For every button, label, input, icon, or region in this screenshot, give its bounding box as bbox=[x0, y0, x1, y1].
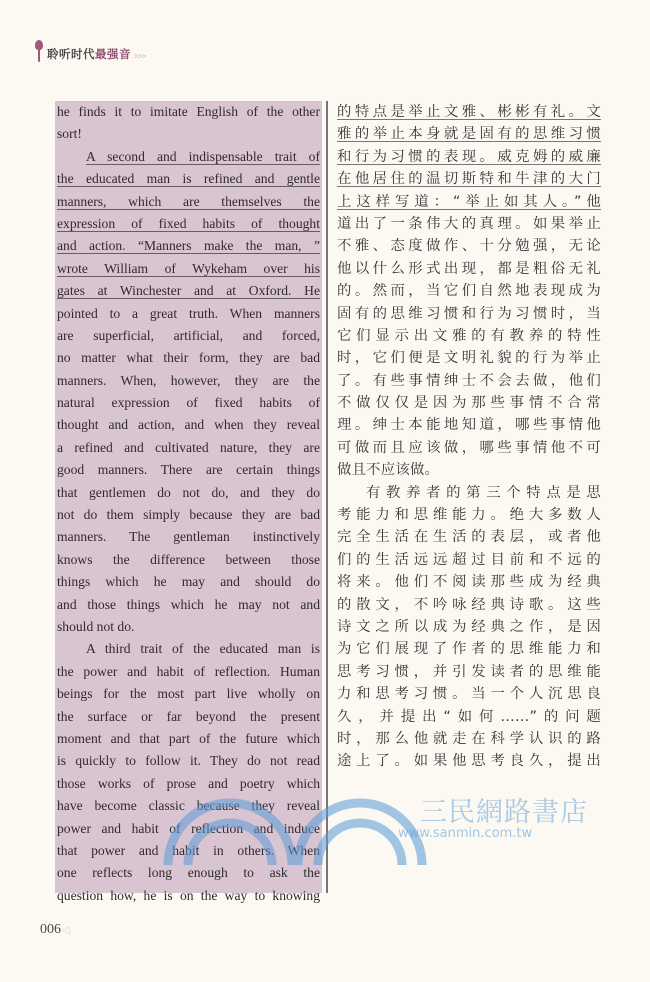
chinese-line: 的特点是举止文雅、彬彬有礼。文 bbox=[337, 104, 601, 120]
english-line: that gentlemen do not do, and they do bbox=[57, 484, 320, 500]
chinese-line: 久，并提出“如何……”的问题 bbox=[337, 708, 601, 725]
chinese-line: 了。有些事情绅士不会去做，他们 bbox=[337, 372, 601, 389]
chinese-line: 在他居住的温切斯特和牛津的大门 bbox=[337, 171, 601, 188]
chinese-line: 理。绅士本能地知道，哪些事情他 bbox=[337, 417, 601, 434]
chinese-line: 思考习惯，并引发读者的思维能 bbox=[337, 663, 601, 680]
chinese-line: 们的生活远远超过目前和不远的 bbox=[337, 551, 601, 568]
english-line: no matter what their form, they are bad bbox=[57, 350, 320, 366]
chinese-line: 他以什么形式出现，都是粗俗无礼 bbox=[337, 260, 601, 277]
chinese-line: 道出了一条伟大的真理。如果举止 bbox=[337, 215, 601, 232]
header-arrows: >>> bbox=[134, 52, 147, 61]
english-line: power and habit of reflection and induce bbox=[57, 820, 320, 836]
english-text-column bbox=[55, 101, 322, 903]
chinese-text-column bbox=[337, 101, 601, 773]
chinese-line: 雅的举止本身就是固有的思维习惯 bbox=[337, 126, 601, 143]
english-line: not do them simply because they are bad bbox=[57, 507, 320, 523]
chinese-line: 考能力和思维能力。绝大多数人 bbox=[337, 507, 601, 524]
english-line: expression of fixed habits of thought bbox=[57, 215, 320, 231]
chinese-line: 时，那么他就走在科学认识的路 bbox=[337, 730, 601, 747]
english-line: a refined and cultivated nature, they are bbox=[57, 439, 320, 455]
english-line: natural expression of fixed habits of bbox=[57, 395, 320, 411]
english-line: are superficial, artificial, and forced, bbox=[57, 327, 320, 343]
english-line: the surface or far beyond the present bbox=[57, 708, 320, 724]
english-line: those works of prose and poetry which bbox=[57, 775, 320, 791]
english-line: A second and indispensable trait of bbox=[86, 148, 320, 164]
chinese-line: 有教养者的第三个特点是思 bbox=[366, 484, 601, 501]
header-title-part1: 聆听时代 bbox=[47, 49, 95, 61]
english-line: and those things which he may not and bbox=[57, 596, 320, 612]
chinese-line: 它们显示出文雅的有教养的特性 bbox=[337, 327, 601, 344]
english-line: question how, he is on the way to knowing bbox=[57, 887, 320, 903]
english-line: have become classic because they reveal bbox=[57, 798, 320, 814]
english-line: manners. When, however, they are the bbox=[57, 372, 320, 388]
header-title-part2: 最强音 bbox=[95, 49, 131, 61]
chinese-line: 不雅、态度做作、十分勉强，无论 bbox=[337, 238, 601, 255]
english-line: knows the difference between those bbox=[57, 551, 320, 567]
page-number bbox=[40, 922, 70, 938]
page-number-value: 006 bbox=[40, 922, 61, 937]
english-line: manners. The gentleman instinctively bbox=[57, 529, 320, 545]
english-line: he finds it to imitate English of the other bbox=[57, 104, 320, 119]
chinese-line: 力和思考习惯。当一个人沉思良 bbox=[337, 686, 601, 703]
running-header bbox=[34, 38, 146, 62]
chinese-line: 做且不应该做。 bbox=[337, 462, 440, 479]
english-line: one reflects long enough to ask the bbox=[57, 865, 320, 881]
chinese-line: 上这样写道：“举止如其人。”他 bbox=[337, 193, 601, 210]
chinese-line: 可做而且应该做，哪些事情他不可 bbox=[337, 439, 601, 456]
column-divider bbox=[326, 101, 328, 893]
chinese-line: 时，它们便是文明礼貌的行为举止 bbox=[337, 350, 601, 367]
chinese-line: 和行为习惯的表现。威克姆的威廉 bbox=[337, 148, 601, 165]
english-line: good manners. There are certain things bbox=[57, 462, 320, 478]
chinese-line: 将来。他们不阅读那些成为经典 bbox=[337, 574, 601, 591]
english-line: the power and habit of reflection. Human bbox=[57, 663, 320, 679]
english-line: that power and habit in others. When bbox=[57, 842, 320, 858]
english-line: wrote William of Wykeham over his bbox=[57, 260, 320, 276]
english-line: beings for the most part live wholly on bbox=[57, 686, 320, 702]
english-line: things which he may and should do bbox=[57, 574, 320, 590]
chinese-line: 的散文，不吟咏经典诗歌。这些 bbox=[337, 596, 601, 613]
chinese-line: 不做仅仅是因为那些事情不合常 bbox=[337, 395, 601, 412]
english-line: should not do. bbox=[57, 618, 135, 634]
english-line: is quickly to follow it. They do not read bbox=[57, 753, 320, 769]
watermark-text: 三民網路書店 bbox=[420, 797, 588, 828]
english-line: the educated man is refined and gentle bbox=[57, 171, 320, 187]
chinese-line: 固有的思维习惯和行为习惯时，当 bbox=[337, 305, 601, 322]
english-line: sort! bbox=[57, 126, 82, 142]
english-line: moment and that part of the future which bbox=[57, 730, 320, 746]
feather-emblem-icon bbox=[34, 40, 44, 62]
chinese-line: 为它们展现了作者的思维能力和 bbox=[337, 641, 601, 658]
page-number-ornament-icon: ◁ bbox=[62, 925, 70, 936]
chinese-line: 诗文之所以成为经典之作，是因 bbox=[337, 618, 601, 635]
watermark-url: www.sanmin.com.tw bbox=[398, 826, 533, 841]
chinese-line: 的。然而，当它们自然地表现成为 bbox=[337, 283, 601, 300]
english-line: thought and action, and when they reveal bbox=[57, 417, 320, 433]
english-line: gates at Winchester and at Oxford. He bbox=[57, 283, 320, 299]
english-line: manners, which are themselves the bbox=[57, 193, 320, 209]
chinese-line: 完全生活在生活的表层，或者他 bbox=[337, 529, 601, 546]
english-line: and action. “Manners make the man, ” bbox=[57, 238, 320, 254]
english-line: pointed to a great truth. When manners bbox=[57, 305, 320, 321]
chinese-line: 途上了。如果他思考良久，提出 bbox=[337, 753, 601, 770]
english-line: A third trait of the educated man is bbox=[86, 641, 320, 657]
